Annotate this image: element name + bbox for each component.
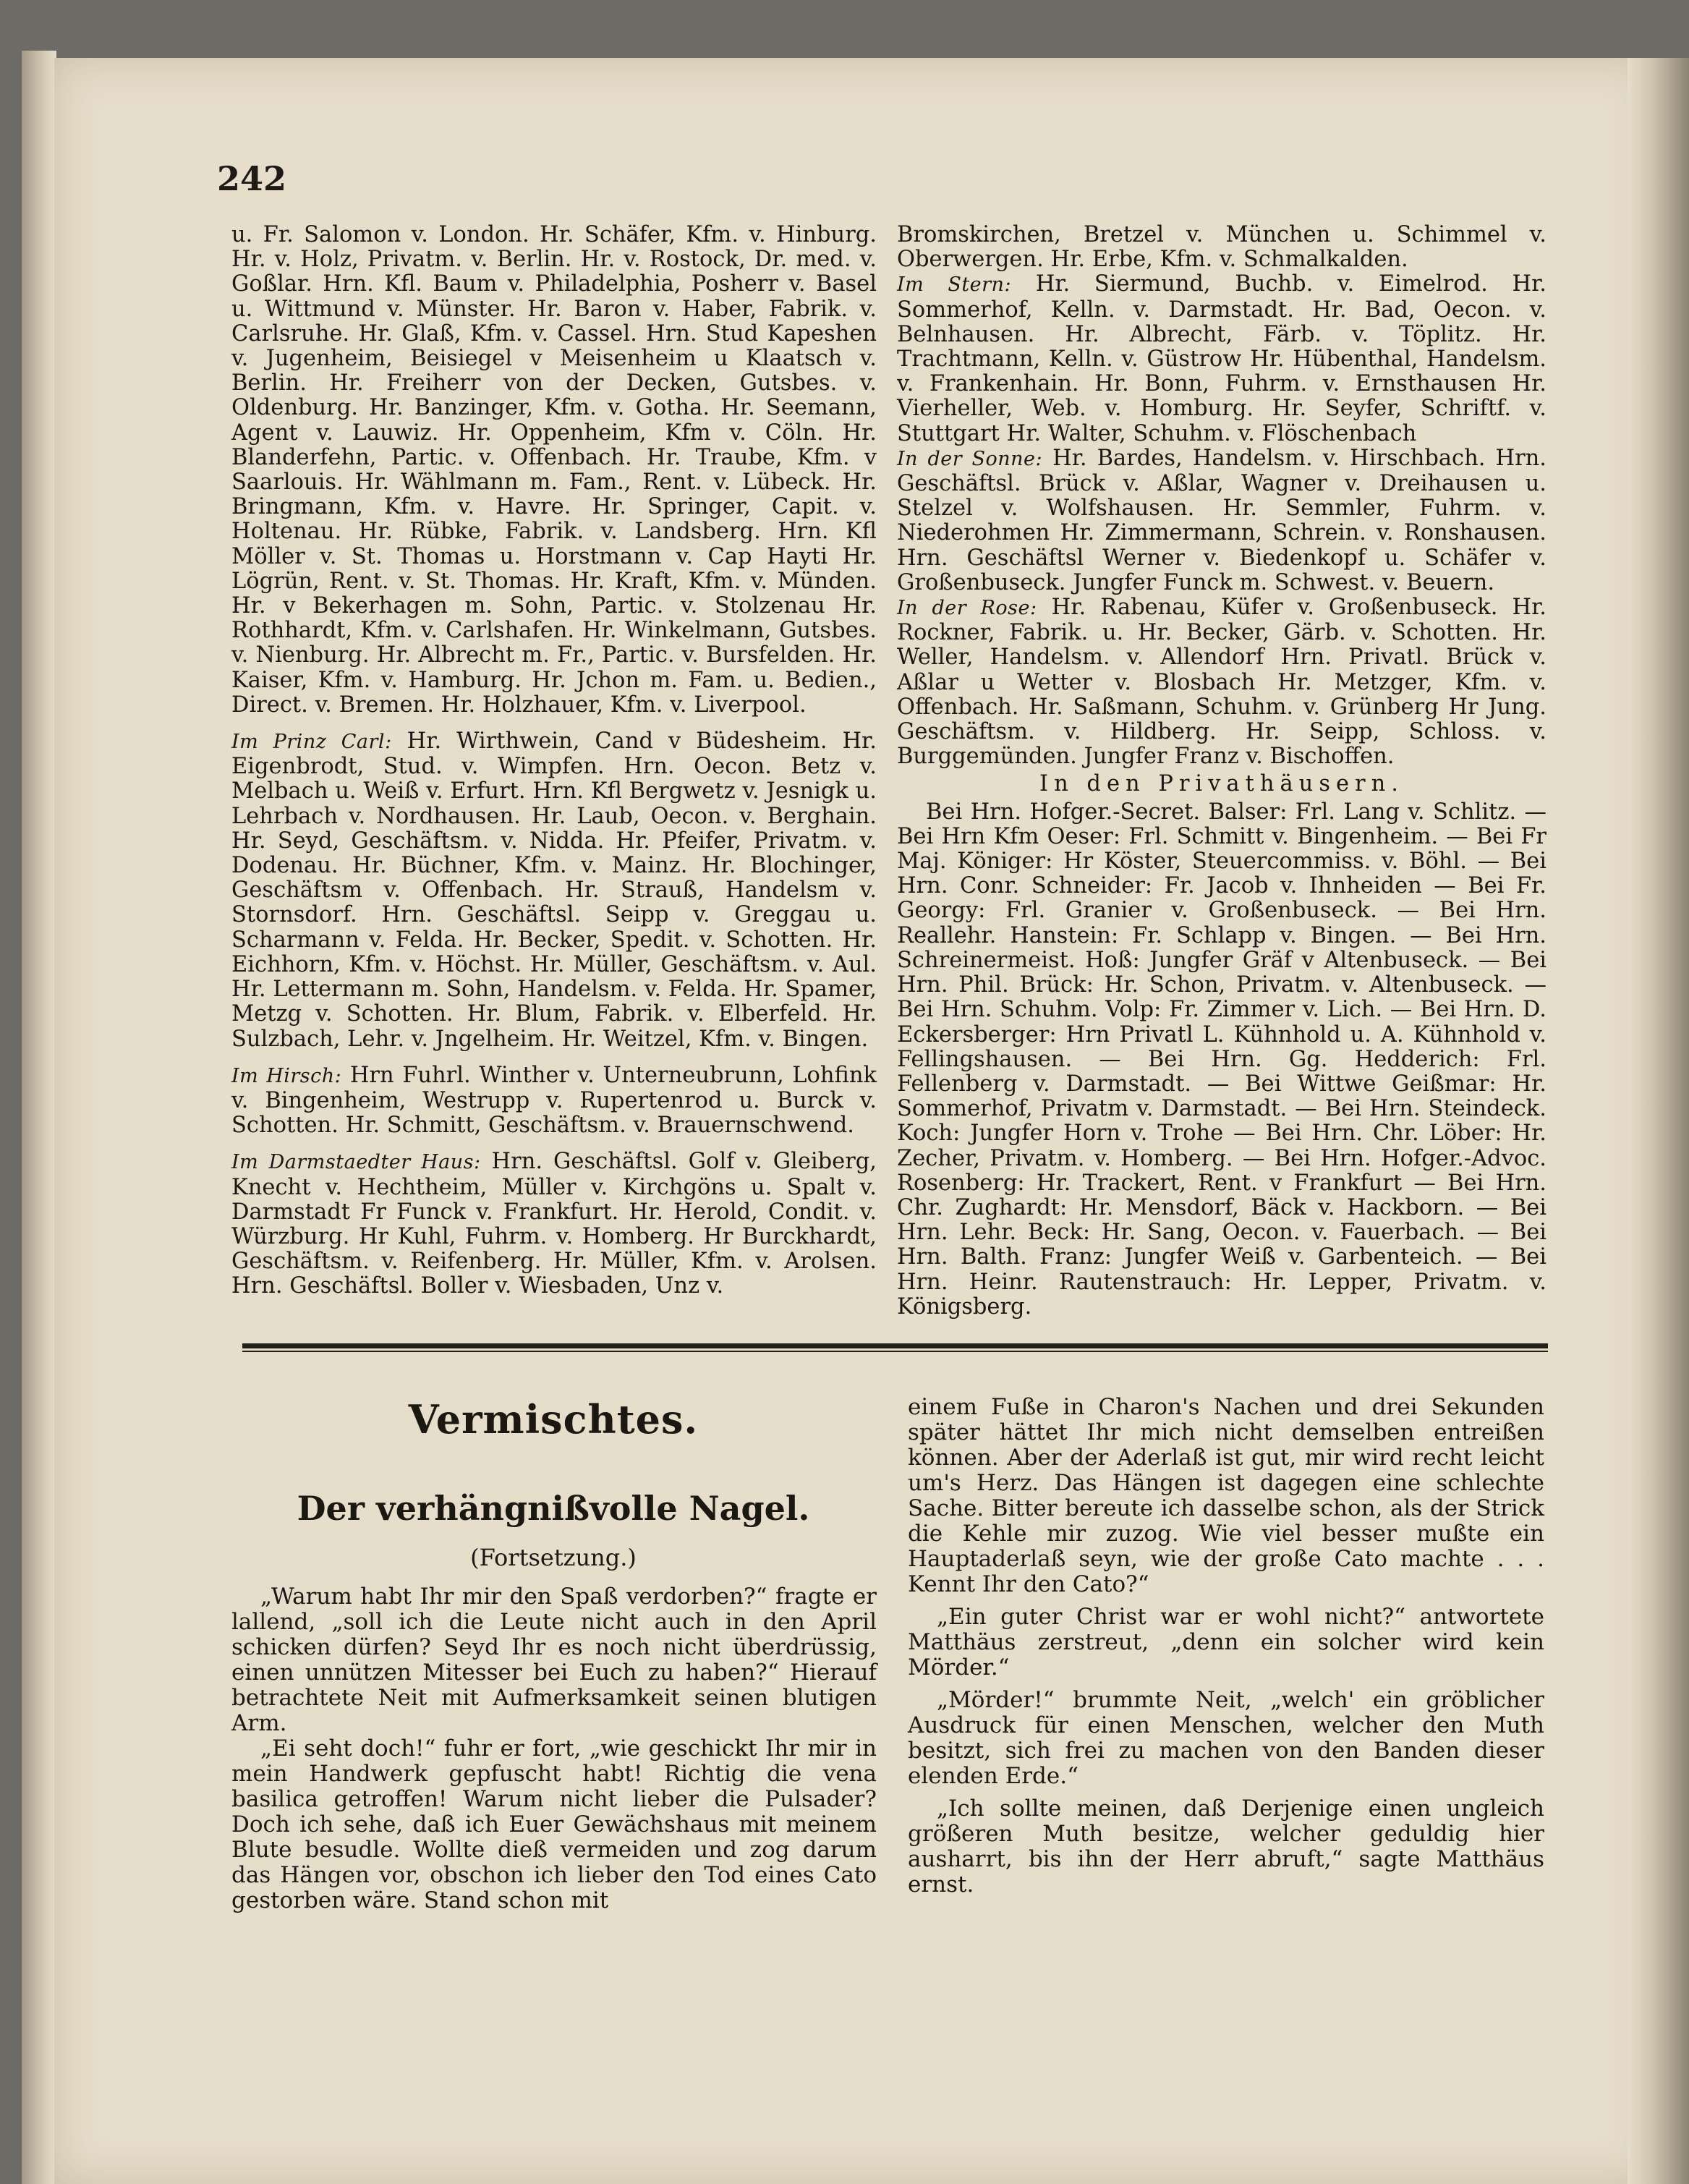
section-label-darmstaedter-haus: Im Darmstaedter Haus:: [231, 1151, 481, 1174]
story-subtitle: (Fortsetzung.): [470, 1544, 637, 1571]
guest-list-left-column: [231, 223, 877, 1299]
story-paragraph: „Ich sollte meinen, daß Derjenige einen ungleich größeren Muth besitze, welcher geduldig hier ausharrt, bis ihn der Herr abruft,“ sagte Matthäus ernst.: [908, 1796, 1544, 1898]
story-paragraph: „Ein guter Christ war er wohl nicht?“ antwortete Matthäus zerstreut, „denn ein solcher wird kein Mörder.“: [908, 1604, 1544, 1681]
section-label-stern: Im Stern:: [897, 273, 1012, 297]
guest-list-sonne: Hr. Bardes, Handelsm. v. Hirschbach. Hrn. Geschäftsl. Brück v. Aßlar, Wagner v. Dreihausen u. Stelzel v. Wolfshausen. Hr. Semmler, Fuhrm. v. Niederohmen Hr. Zimmermann, Schrein. v. Ronshausen. Hrn. Geschäftsl Werner v. Biedenkopf u. Schäfer v. Großenbuseck. Jungfer Funck m. Schwest. v. Beuern.: [897, 445, 1547, 595]
story-title: Der verhängnißvolle Nagel.: [297, 1489, 810, 1528]
guest-list-prinz-carl: Hr. Wirthwein, Cand v Büdesheim. Hr. Eigenbrodt, Stud. v. Wimpfen. Hrn. Oecon. Betz v. Melbach u. Weiß v. Erfurt. Hrn. Kfl Bergwetz v. Jesnigk u. Lehrbach v. Nordhausen. Hr. Laub, Oecon. v. Berghain. Hr. Seyd, Geschäftsm. v. Nidda. Hr. Pfeifer, Privatm. v. Dodenau. Hr. Büchner, Kfm. v. Mainz. Hr. Blochinger, Geschäftsm v. Offenbach. Hr. Strauß, Handelsm v. Stornsdorf. Hrn. Geschäftsl. Seipp v. Greggau u. Scharmann v. Felda. Hr. Becker, Spedit. v. Schotten. Hr. Eichhorn, Kfm. v. Höchst. Hr. Müller, Geschäftsm. v. Aul. Hr. Lettermann m. Sohn, Handelsm. v. Felda. Hr. Spamer, Metzg v. Schotten. Hr. Blum, Fabrik. v. Elberfeld. Hr. Sulzbach, Lehr. v. Jngelheim. Hr. Weitzel, Kfm. v. Bingen.: [231, 728, 877, 1052]
guest-list-privathaeuser: Bei Hrn. Hofger.-Secret. Balser: Frl. Lang v. Schlitz. — Bei Hrn Kfm Oeser: Frl. Schmitt v. Bingenheim. — Bei Fr Maj. Königer: Hr Köster, Steuercommiss. v. Böhl. — Bei Hrn. Conr. Schneider: Fr. Jacob v. Ihnheiden — Bei Fr. Georgy: Frl. Granier v. Großenbuseck. — Bei Hrn. Reallehr. Hanstein: Fr. Schlapp v. Bingen. — Bei Hrn. Schreinermeist. Hoß: Jungfer Gräf v Altenbuseck. — Bei Hrn. Phil. Brück: Hr. Schon, Privatm. v. Altenbuseck. — Bei Hrn. Schuhm. Volp: Fr. Zimmer v. Lich. — Bei Hrn. D. Eckersberger: Hrn Privatl L. Kühnhold u. A. Kühnhold v. Fellingshausen. — Bei Hrn. Gg. Hedderich: Frl. Fellenberg v. Darmstadt. — Bei Wittwe Geißmar: Hr. Sommerhof, Privatm v. Darmstadt. — Bei Hrn. Steindeck. Koch: Jungfer Horn v. Trohe — Bei Hrn. Chr. Löber: Hr. Zecher, Privatm. v. Homberg. — Bei Hrn. Hofger.-Advoc. Rosenberg: Hr. Trackert, Rent. v Frankfurt — Bei Hrn. Chr. Zughardt: Hr. Mensdorf, Bäck v. Hackborn. — Bei Hrn. Lehr. Beck: Hr. Sang, Oecon. v. Fauerbach. — Bei Hrn. Balth. Franz: Jungfer Weiß v. Garbenteich. — Bei Hrn. Heinr. Rautenstrauch: Hr. Lepper, Privatm. v. Königsberg.: [897, 799, 1547, 1320]
guest-list-opening: u. Fr. Salomon v. London. Hr. Schäfer, Kfm. v. Hinburg. Hr. v. Holz, Privatm. v. Berlin. Hr. v. Rostock, Dr. med. v. Goßlar. Hrn. Kfl. Baum v. Philadelphia, Posherr v. Basel u. Wittmund v. Münster. Hr. Baron v. Haber, Fabrik. v. Carlsruhe. Hr. Glaß, Kfm. v. Cassel. Hrn. Stud Kapeshen v. Jugenheim, Beisiegel v Meisenheim u Klaatsch v. Berlin. Hr. Freiherr von der Decken, Gutsbes. v. Oldenburg. Hr. Banzinger, Kfm. v. Gotha. Hr. Seemann, Agent v. Lauwiz. Hr. Oppenheim, Kfm v. Cöln. Hr. Blanderfehn, Partic. v. Offenbach. Hr. Traube, Kfm. v Saarlouis. Hr. Wählmann m. Fam., Rent. v. Lübeck. Hr. Bringmann, Kfm. v. Havre. Hr. Springer, Capit. v. Holtenau. Hr. Rübke, Fabrik. v. Landsberg. Hrn. Kfl Möller v. St. Thomas u. Horstmann v. Cap Hayti Hr. Lögrün, Rent. v. St. Thomas. Hr. Kraft, Kfm. v. Münden. Hr. v Bekerhagen m. Sohn, Partic. v. Stolzenau Hr. Rothhardt, Kfm. v. Carlshafen. Hr. Winkelmann, Gutsbes. v. Nienburg. Hr. Albrecht m. Fr., Partic. v. Bursfelden. Hr. Kaiser, Kfm. v. Hamburg. Hr. Jchon m. Fam. u. Bedien., Direct. v. Bremen. Hr. Holzhauer, Kfm. v. Liverpool.: [231, 222, 877, 718]
guest-list-continuation: Bromskirchen, Bretzel v. München u. Schimmel v. Oberwergen. Hr. Erbe, Kfm. v. Schmalkalden.: [897, 222, 1547, 273]
guest-list-rose: Hr. Rabenau, Küfer v. Großenbuseck. Hr. Rockner, Fabrik. u. Hr. Becker, Gärb. v. Schotten. Hr. Weller, Handelsm. v. Allendorf Hrn. Privatl. Brück v. Aßlar u Wetter v. Blosbach Hr. Metzger, Kfm. v. Offenbach. Hr. Saßmann, Schuhm. v. Grünberg Hr Jung. Geschäftsm. v. Hildberg. Hr. Seipp, Schloss. v. Burggemünden. Jungfer Franz v. Bischoffen.: [897, 595, 1547, 770]
section-divider-thin-rule: [242, 1351, 1548, 1352]
page-number: 242: [217, 159, 287, 198]
section-label-hirsch: Im Hirsch:: [231, 1064, 342, 1087]
guest-list-right-column: [897, 223, 1547, 1320]
story-paragraph: „Mörder!“ brummte Neit, „welch' ein gröblicher Ausdruck für einen Menschen, welcher den Muth besitzt, sich frei zu machen von den Banden dieser elenden Erde.“: [908, 1687, 1544, 1789]
story-paragraph: „Warum habt Ihr mir den Spaß verdorben?“ fragte er lallend, „soll ich die Leute nicht auch in den April schicken dürfen? Seyd Ihr es noch nicht überdrüssig, einen unnützen Mitesser bei Euch zu haben?“ Hierauf betrachtete Neit mit Aufmerksamkeit seinen blutigen Arm.: [231, 1584, 877, 1736]
guest-list-darmstaedter-haus: Hrn. Geschäftsl. Golf v. Gleiberg, Knecht v. Hechtheim, Müller v. Kirchgöns u. Spalt v. Darmstadt Fr Funck v. Frankfurt. Hr. Herold, Condit. v. Würzburg. Hr Kuhl, Fuhrm. v. Homberg. Hr Burckhardt, Geschäftsm. v. Reifenberg. Hr. Müller, Kfm. v. Arolsen. Hrn. Geschäftsl. Boller v. Wiesbaden, Unz v.: [231, 1149, 877, 1299]
story-left-column: [231, 1584, 877, 1913]
story-paragraph: „Ei seht doch!“ fuhr er fort, „wie geschickt Ihr mir in mein Handwerk gepfuscht habt! Richtig die vena basilica getroffen! Warum nicht lieber die Pulsader? Doch ich sehe, daß ich Euer Gewächshaus mit meinem Blute besudle. Wollte dieß vermeiden und zog darum das Hängen vor, obschon ich lieber den Tod eines Cato gestorben wäre. Stand schon mit: [231, 1735, 877, 1913]
guest-list-stern: Hr. Siermund, Buchb. v. Eimelrod. Hr. Sommerhof, Kelln. v. Darmstadt. Hr. Bad, Oecon. v. Belnhausen. Hr. Albrecht, Färb. v. Töplitz. Hr. Trachtmann, Kelln. v. Güstrow Hr. Hübenthal, Handelsm. v. Frankenhain. Hr. Bonn, Fuhrm. v. Ernsthausen Hr. Vierheller, Web. v. Homburg. Hr. Seyfer, Schriftf. v. Stuttgart Hr. Walter, Schuhm. v. Flöschenbach: [897, 271, 1547, 446]
section-divider-rule: [242, 1343, 1548, 1348]
page-edge-left: [22, 51, 56, 2184]
section-label-rose: In der Rose:: [897, 597, 1037, 620]
story-right-column: [908, 1395, 1544, 1898]
section-title: Vermischtes.: [408, 1396, 699, 1442]
section-label-sonne: In der Sonne:: [897, 447, 1043, 470]
section-label-prinz-carl: Im Prinz Carl:: [231, 731, 392, 754]
guest-list-hirsch: Hrn Fuhrl. Winther v. Unterneubrunn, Lohfink v. Bingenheim, Westrupp v. Rupertenrod u. Burck v. Schotten. Hr. Schmitt, Geschäftsm. v. Brauernschwend.: [231, 1062, 877, 1139]
story-paragraph: einem Fuße in Charon's Nachen und drei Sekunden später hättet Ihr mich nicht demselben entreißen können. Aber der Aderlaß ist gut, mir wird recht leicht um's Herz. Das Hängen ist dagegen eine schlechte Sache. Bitter bereute ich dasselbe schon, als der Strick die Kehle mir zuzog. Wie viel besser mußte ein Hauptaderlaß seyn, wie der große Cato machte . . . Kennt Ihr den Cato?“: [908, 1394, 1544, 1597]
section-heading-privathaeuser: In den Privathäusern.: [1039, 771, 1404, 797]
page-edge-right: [1628, 58, 1689, 2184]
